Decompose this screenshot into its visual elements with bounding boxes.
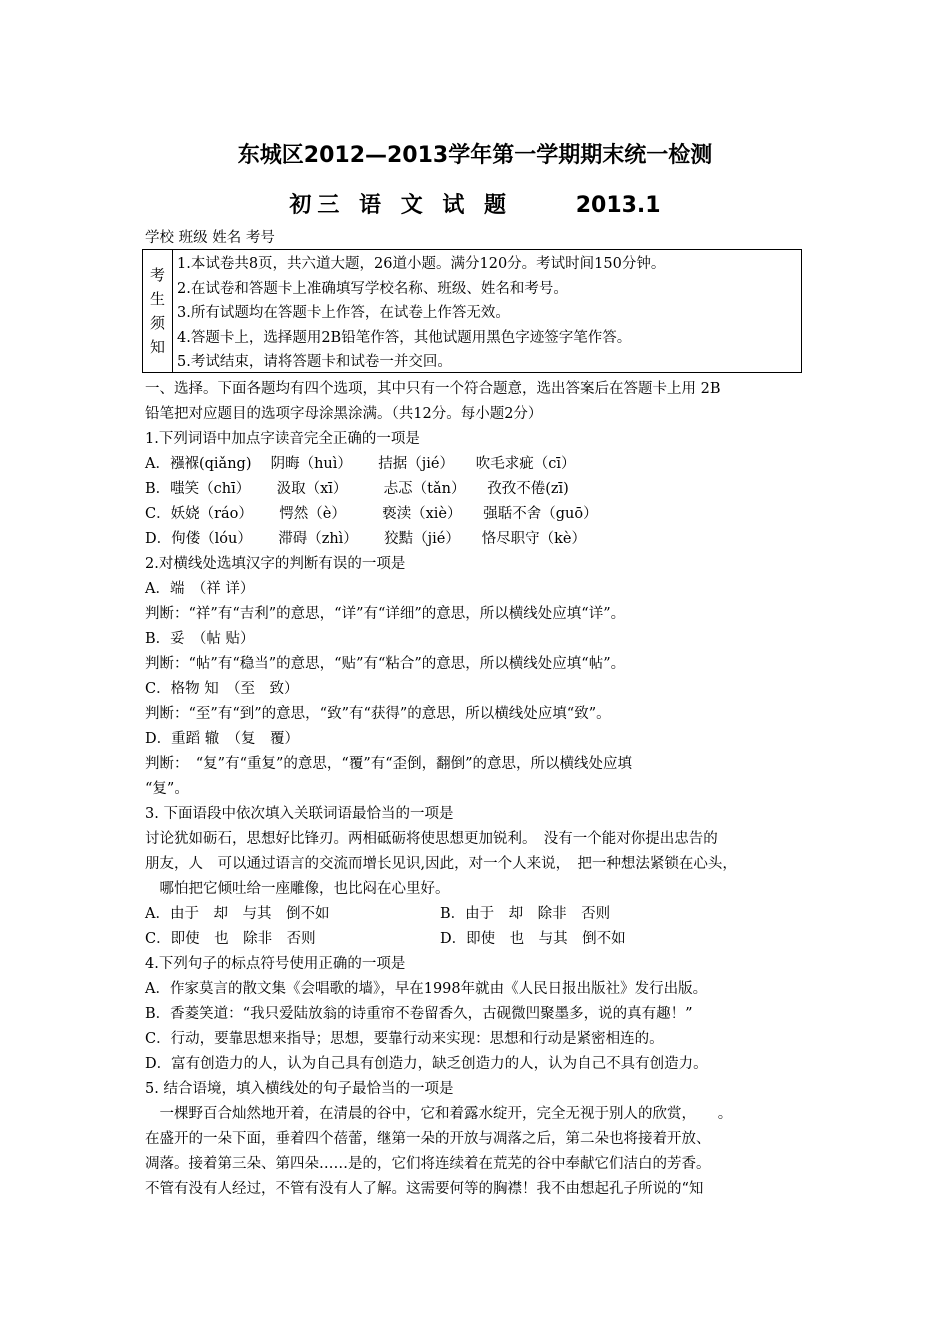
notice-item: 5.考试结束，请将答题卡和试卷一并交回。 — [177, 354, 452, 370]
answer-option: C．妖娆（ráo） 愕然（è） 亵渎（xiè） 强聒不舍（guō） — [145, 506, 598, 522]
notice-items — [177, 252, 797, 375]
question-stem: 3. 下面语段中依次填入关联词语最恰当的一项是 — [145, 806, 454, 822]
passage-line: 在盛开的一朵下面，垂着四个蓓蕾，继第一朵的开放与凋落之后，第二朵也将接着开放、 — [145, 1131, 711, 1147]
notice-item: 1.本试卷共8页，共六道大题，26道小题。满分120分。考试时间150分钟。 — [177, 256, 666, 272]
passage-line: 不管有没有人经过，不管有没有人了解。这需要何等的胸襟！我不由想起孔子所说的“知 — [145, 1181, 704, 1197]
answer-option: D．富有创造力的人，认为自己具有创造力，缺乏创造力的人，认为自己不具有创造力。 — [145, 1056, 708, 1072]
question-line: D．重蹈 辙 （复 覆） — [145, 731, 299, 747]
notice-side-label — [143, 250, 173, 372]
section-intro: 一、选择。下面各题均有四个选项，其中只有一个符合题意，选出答案后在答题卡上用 2B — [145, 381, 721, 397]
passage-line: 哪怕把它倾吐给一座雕像，也比闷在心里好。 — [145, 881, 450, 897]
question-stem: 2.对横线处选填汉字的判断有误的一项是 — [145, 556, 406, 572]
answer-option: B．由于 却 除非 否则 — [440, 906, 611, 922]
question-line: B．妥 （帖 贴） — [145, 631, 255, 647]
question-line: 判断：“帖”有“稳当”的意思，“贴”有“粘合”的意思，所以横线处应填“帖”。 — [145, 656, 626, 672]
question-line: C．格物 知 （至 致） — [145, 681, 299, 697]
question-line: 判断： “复”有“重复”的意思，“覆”有“歪倒，翻倒”的意思，所以横线处应填 — [145, 756, 633, 772]
question-stem: 5. 结合语境，填入横线处的句子最恰当的一项是 — [145, 1081, 454, 1097]
student-info-line: 学校 班级 姓名 考号 — [145, 230, 275, 246]
answer-option: A．由于 却 与其 倒不如 — [145, 906, 330, 922]
section-intro: 铅笔把对应题目的选项字母涂黑涂满。（共12分。每小题2分） — [145, 406, 543, 422]
answer-option: A．襁褓(qiǎng) 阴晦（huì） 拮据（jié） 吹毛求疵（cī） — [145, 456, 576, 472]
question-line: 判断：“祥”有“吉利”的意思，“详”有“详细”的意思，所以横线处应填“详”。 — [145, 606, 626, 622]
exam-notice-box — [142, 249, 802, 373]
answer-option: B．香菱笑道：“我只爱陆放翁的诗重帘不卷留香久，古砚微凹聚墨多，说的真有趣！” — [145, 1006, 693, 1022]
exam-title: 东城区2012—2013学年第一学期期末统一检测 — [237, 143, 713, 168]
passage-line: 讨论犹如砺石，思想好比锋刃。两相砥砺将使思想更加锐利。 没有一个能对你提出忠告的 — [145, 831, 718, 847]
answer-option: C．行动，要靠思想来指导；思想，要靠行动来实现：思想和行动是紧密相连的。 — [145, 1031, 664, 1047]
notice-side-char: 考 — [149, 266, 165, 284]
answer-option: C．即使 也 除非 否则 — [145, 931, 316, 947]
notice-item: 4.答题卡上，选择题用2B铅笔作答，其他试题用黑色字迹签字笔作答。 — [177, 329, 632, 346]
passage-line: 凋落。接着第三朵、第四朵……是的，它们将连续着在荒芜的谷中奉献它们洁白的芳香。 — [145, 1156, 711, 1172]
subject-label: 初三 语 文 试 题 — [289, 193, 513, 218]
exam-subtitle — [0, 188, 950, 219]
notice-side-char: 生 — [149, 290, 165, 308]
answer-option: D．佝偻（lóu） 滞碍（zhì） 狡黠（jié） 恪尽职守（kè） — [145, 531, 586, 547]
answer-option: D．即使 也 与其 倒不如 — [440, 931, 626, 947]
question-line: “复”。 — [145, 781, 189, 797]
notice-side-char: 须 — [149, 314, 165, 332]
question-stem: 4.下列句子的标点符号使用正确的一项是 — [145, 956, 406, 972]
exam-date: 2013.1 — [575, 193, 661, 218]
notice-item: 2.在试卷和答题卡上准确填写学校名称、班级、姓名和考号。 — [177, 280, 568, 297]
question-stem: 1.下列词语中加点字读音完全正确的一项是 — [145, 431, 420, 447]
answer-option: A．作家莫言的散文集《会唱歌的墙》，早在1998年就由《人民日报出版社》发行出版。 — [145, 981, 708, 997]
notice-item: 3.所有试题均在答题卡上作答，在试卷上作答无效。 — [177, 305, 510, 321]
answer-option: B．嗤笑（chī） 汲取（xī） 忐忑（tǎn） 孜孜不倦(zī) — [145, 481, 569, 497]
notice-side-char: 知 — [149, 338, 165, 356]
question-line: 判断：“至”有“到”的意思，“致”有“获得”的意思，所以横线处应填“致”。 — [145, 706, 611, 722]
passage-line: 一棵野百合灿然地开着，在清晨的谷中，它和着露水绽开，完全无视于别人的欣赏， 。 — [145, 1106, 733, 1122]
passage-line: 朋友，人 可以通过语言的交流而增长见识,因此，对一个人来说， 把一种想法紧锁在心头， — [145, 856, 737, 872]
question-line: A．端 （祥 详） — [145, 581, 255, 597]
